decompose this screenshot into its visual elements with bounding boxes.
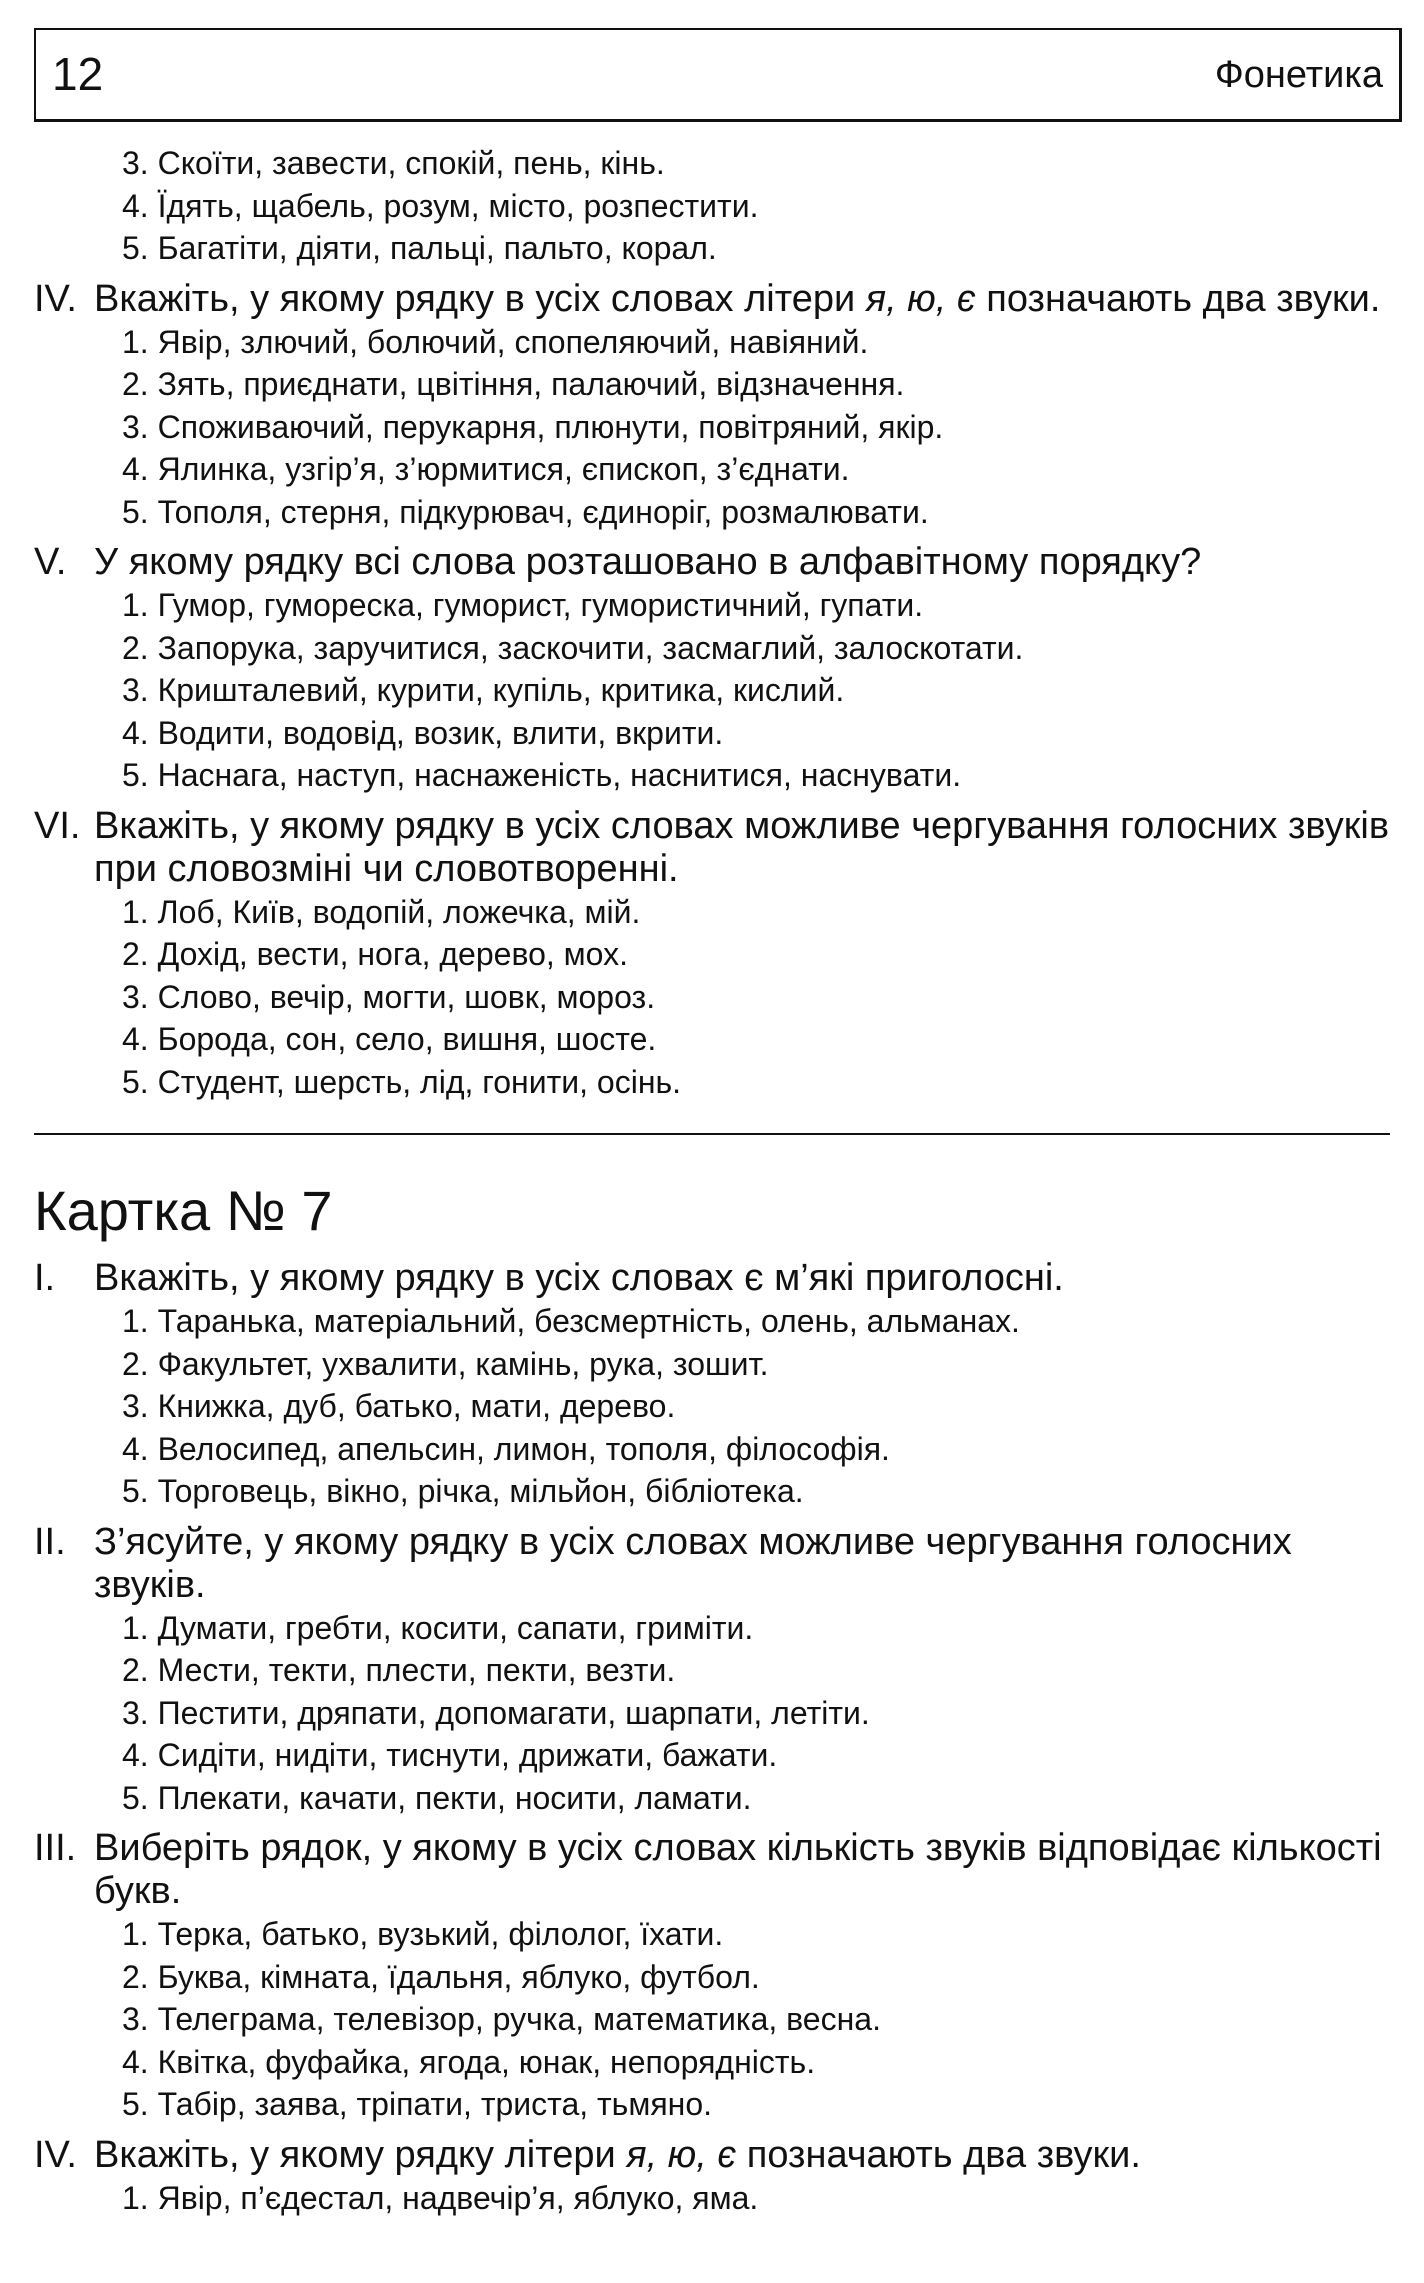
option-item: 3. Кришталевий, курити, купіль, критика, кислий. [122,672,845,708]
option-item: 4. Водити, водовід, возик, влити, вкрити. [122,714,724,751]
option-item: 1. Таранька, матеріальний, безсмертність, олень, альманах. [122,1303,1020,1339]
page-header [34,28,1402,122]
option-item: 5. Студент, шерсть, лід, гонити, осінь. [122,1063,682,1100]
option-item: 4. Ялинка, узгір’я, з’юрмитися, єпископ, з’єднати. [122,451,850,487]
option-item: 1. Лоб, Київ, водопій, ложечка, мій. [122,893,641,930]
section-divider [34,1133,1390,1135]
question-number: VI. [34,804,81,847]
option-item: 3. Телеграма, телевізор, ручка, математика, весна. [122,2001,881,2037]
question-number: V. [34,541,67,583]
question-text-part: Вкажіть, у якому рядку літери [94,2133,627,2176]
question-block [34,541,1404,797]
option-item: 5. Табір, заява, тріпати, триста, тьмяно. [122,2086,713,2122]
question-text-italic: я, ю, є [626,2133,737,2176]
card-title: Картка № 7 [34,1179,333,1242]
question-text-part: Вкажіть, у якому рядку в усіх словах літери [94,277,866,320]
option-item: 3. Пестити, дряпати, допомагати, шарпати, летіти. [122,1694,870,1731]
question-text: Вкажіть, у якому рядку в усіх словах є м’які приголосні. [94,1257,1064,1299]
option-item: 1. Думати, гребти, косити, сапати, гриміти. [122,1609,754,1646]
option-item: 3. Скоїти, завести, спокій, пень, кінь. [122,145,665,181]
option-item: 4. Квітка, фуфайка, ягода, юнак, непорядність. [122,2043,816,2080]
option-item: 2. Зять, приєднати, цвітіння, палаючий, відзначення. [122,366,905,402]
option-item: 3. Книжка, дуб, батько, мати, дерево. [122,1388,676,1424]
option-item: 2. Дохід, вести, нога, дерево, мох. [122,936,628,972]
question-block [34,278,1404,534]
option-item: 2. Запорука, заручитися, заскочити, засмаглий, залоскотати. [122,629,1024,666]
option-item: 4. Борода, сон, село, вишня, шосте. [122,1021,657,1057]
option-item: 1. Терка, батько, вузький, філолог, їхати. [122,1916,724,1952]
continued-options [34,142,1404,270]
question-text: З’ясуйте, у якому рядку в усіх словах можливе чергування голосних звуків. [94,1520,1292,1606]
question-text: Виберіть рядок, у якому в усіх словах кількість звуків відповідає кількості букв. [94,1827,1382,1912]
option-item: 5. Багатіти, діяти, пальці, пальто, корал. [122,230,717,266]
option-item: 5. Плекати, качати, пекти, носити, ламати. [122,1779,752,1816]
option-item: 1. Гумор, гумореска, гуморист, гумористичний, гупати. [122,587,924,623]
option-item: 3. Слово, вечір, могти, шовк, мороз. [122,978,656,1015]
option-item: 5. Наснага, наступ, наснаженість, наснитися, наснувати. [122,757,962,793]
question-text [94,278,1404,321]
question [34,1521,1404,1607]
question-text-part: позначають два звуки. [975,277,1381,320]
question-number: IV. [34,2133,77,2176]
option-item: 4. Велосипед, апельсин, лимон, тополя, філософія. [122,1430,890,1467]
option-item: 4. Сидіти, нидіти, тиснути, дрижати, бажати. [122,1737,778,1773]
question [34,805,1404,891]
option-item: 1. Явір, злючий, болючий, спопеляючий, навіяний. [122,323,869,360]
option-item: 5. Торговець, вікно, річка, мільйон, бібліотека. [122,1473,804,1509]
page-number: 12 [52,48,104,100]
question-number: I. [34,1257,56,1299]
question [34,2134,1404,2177]
question-number: IV. [34,277,77,320]
option-item: 3. Споживаючий, перукарня, плюнути, повітряний, якір. [122,408,944,445]
section-title: Фонетика [1214,54,1383,96]
option-item: 1. Явір, п’єдестал, надвечір’я, яблуко, яма. [122,2179,759,2216]
question-number: II. [34,1520,66,1563]
question-block [34,1257,1404,1513]
question [34,541,1404,584]
question-text: Вкажіть, у якому рядку в усіх словах можливе чергування голосних звуків при словозміні чи словотворенні. [94,804,1390,890]
option-item: 2. Факультет, ухвалити, камінь, рука, зошит. [122,1345,769,1382]
question-number: III. [34,1827,77,1869]
question [34,278,1404,321]
question [34,1257,1404,1300]
question [34,1827,1404,1913]
question-block [34,1521,1404,1820]
question-text [94,2134,1404,2177]
option-item: 4. Їдять, щабель, розум, місто, розпестити. [122,187,759,224]
question-block [34,2134,1404,2220]
option-item: 2. Мести, текти, плести, пекти, везти. [122,1652,676,1688]
question-block [34,805,1404,1104]
question-text: У якому рядку всі слова розташовано в алфавітному порядку? [94,541,1202,583]
option-item: 5. Тополя, стерня, підкурювач, єдиноріг, розмалювати. [122,493,929,530]
page-content [34,142,1404,2219]
question-block [34,1827,1404,2126]
question-text-part: позначають два звуки. [736,2133,1141,2176]
question-text-italic: я, ю, є [865,277,976,320]
option-item: 2. Буква, кімната, їдальня, яблуко, футбол. [122,1958,760,1995]
